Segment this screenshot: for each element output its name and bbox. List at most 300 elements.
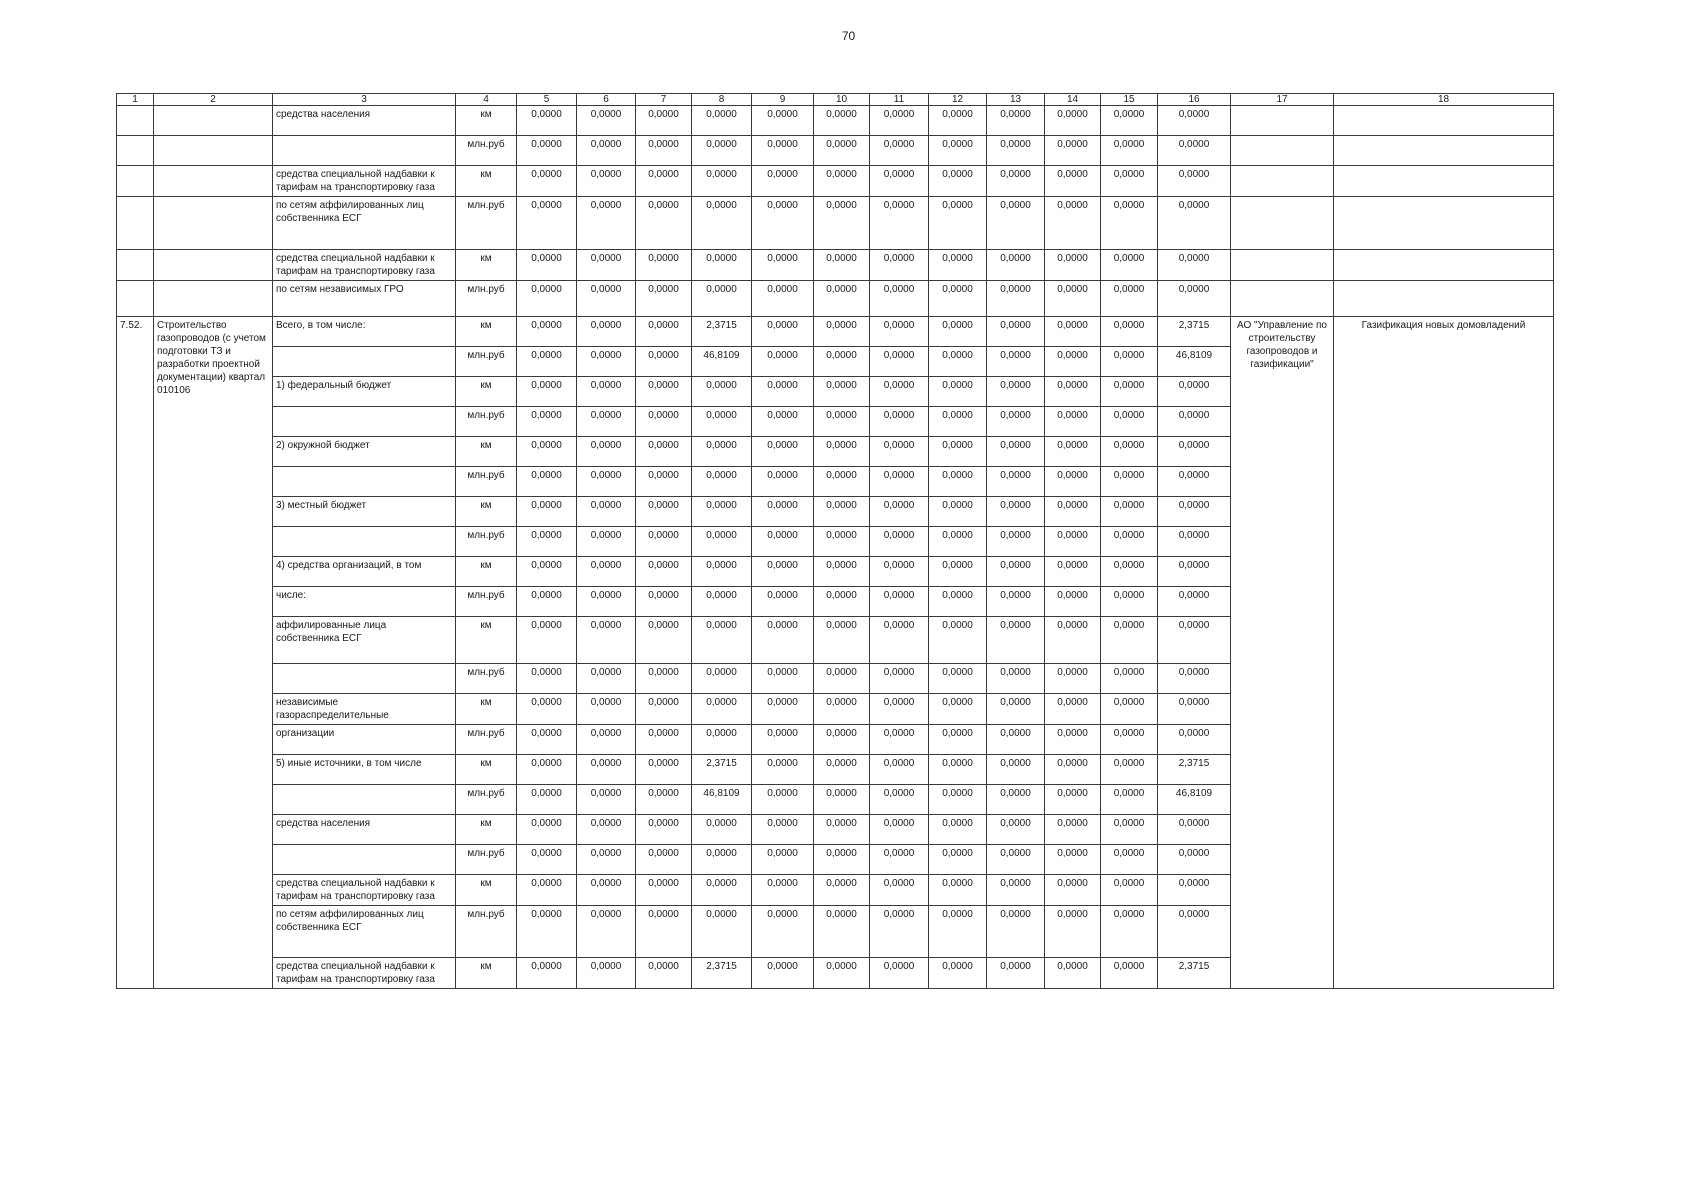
value-cell: 0,0000 (929, 377, 987, 407)
value-cell: 0,0000 (987, 437, 1045, 467)
value-cell: 0,0000 (577, 725, 636, 755)
value-cell: 0,0000 (1101, 197, 1158, 250)
value-cell: 0,0000 (692, 557, 752, 587)
value-cell: 0,0000 (814, 437, 870, 467)
value-cell: 0,0000 (636, 755, 692, 785)
value-cell: 0,0000 (577, 407, 636, 437)
value-cell: 0,0000 (1101, 875, 1158, 906)
value-cell: 0,0000 (814, 906, 870, 958)
value-cell: 0,0000 (1101, 906, 1158, 958)
header-cell-16: 16 (1158, 94, 1231, 106)
value-cell: 0,0000 (987, 875, 1045, 906)
value-cell: 0,0000 (752, 755, 814, 785)
value-cell: 0,0000 (1101, 958, 1158, 989)
value-cell: 0,0000 (692, 281, 752, 317)
empty-cell (117, 250, 154, 281)
value-cell: 0,0000 (1101, 347, 1158, 377)
value-cell: 0,0000 (870, 106, 929, 136)
value-cell: 0,0000 (692, 617, 752, 664)
value-cell: 0,0000 (517, 437, 577, 467)
value-cell: 0,0000 (636, 617, 692, 664)
value-cell: 0,0000 (987, 467, 1045, 497)
value-cell: 0,0000 (517, 377, 577, 407)
row-unit: млн.руб (456, 527, 517, 557)
empty-cell (117, 166, 154, 197)
value-cell: 0,0000 (752, 664, 814, 694)
value-cell: 0,0000 (929, 557, 987, 587)
value-cell: 0,0000 (636, 958, 692, 989)
table-row (117, 317, 1554, 347)
value-cell: 0,0000 (1158, 497, 1231, 527)
row-label: по сетям независимых ГРО (273, 281, 456, 317)
value-cell: 0,0000 (814, 815, 870, 845)
value-cell: 0,0000 (929, 197, 987, 250)
value-cell: 0,0000 (870, 197, 929, 250)
value-cell: 0,0000 (1045, 407, 1101, 437)
value-cell: 0,0000 (517, 664, 577, 694)
value-cell: 0,0000 (870, 664, 929, 694)
row-label: организации (273, 725, 456, 755)
value-cell: 0,0000 (870, 407, 929, 437)
value-cell: 0,0000 (517, 347, 577, 377)
value-cell: 0,0000 (870, 377, 929, 407)
row-label: независимые газораспределительные (273, 694, 456, 725)
value-cell: 0,0000 (987, 557, 1045, 587)
header-cell-4: 4 (456, 94, 517, 106)
page-number: 70 (841, 29, 856, 43)
value-cell: 0,0000 (1045, 347, 1101, 377)
value-cell: 0,0000 (1158, 250, 1231, 281)
empty-cell (1334, 197, 1554, 250)
value-cell: 0,0000 (1045, 377, 1101, 407)
value-cell: 0,0000 (814, 106, 870, 136)
value-cell: 0,0000 (692, 497, 752, 527)
row-unit: км (456, 377, 517, 407)
empty-cell (154, 136, 273, 166)
value-cell: 0,0000 (752, 875, 814, 906)
value-cell: 0,0000 (577, 250, 636, 281)
value-cell: 0,0000 (636, 106, 692, 136)
row-unit: км (456, 497, 517, 527)
value-cell: 0,0000 (577, 527, 636, 557)
value-cell: 0,0000 (1045, 664, 1101, 694)
value-cell: 0,0000 (870, 437, 929, 467)
value-cell: 0,0000 (577, 347, 636, 377)
value-cell: 0,0000 (752, 725, 814, 755)
value-cell: 0,0000 (692, 815, 752, 845)
value-cell: 0,0000 (814, 557, 870, 587)
header-cell-12: 12 (929, 94, 987, 106)
row-unit: км (456, 250, 517, 281)
row-unit: км (456, 958, 517, 989)
value-cell: 0,0000 (1101, 557, 1158, 587)
value-cell: 0,0000 (577, 317, 636, 347)
header-row (117, 94, 1554, 106)
value-cell: 0,0000 (752, 815, 814, 845)
row-label (273, 845, 456, 875)
row-unit: млн.руб (456, 467, 517, 497)
row-label: 2) окружной бюджет (273, 437, 456, 467)
value-cell: 0,0000 (1045, 875, 1101, 906)
row-unit: км (456, 815, 517, 845)
row-label: 5) иные источники, в том числе (273, 755, 456, 785)
value-cell: 0,0000 (929, 725, 987, 755)
value-cell: 0,0000 (636, 725, 692, 755)
value-cell: 0,0000 (636, 467, 692, 497)
item-name: Строительство газопроводов (с учетом подготовки ТЗ и разработки проектной документации) квартал 010106 (154, 317, 273, 989)
row-unit: км (456, 875, 517, 906)
value-cell: 0,0000 (636, 527, 692, 557)
value-cell: 0,0000 (692, 407, 752, 437)
value-cell: 0,0000 (692, 250, 752, 281)
value-cell: 0,0000 (870, 587, 929, 617)
value-cell: 0,0000 (870, 250, 929, 281)
value-cell: 0,0000 (1101, 437, 1158, 467)
value-cell: 0,0000 (1101, 377, 1158, 407)
value-cell: 0,0000 (636, 906, 692, 958)
value-cell: 0,0000 (692, 106, 752, 136)
value-cell: 0,0000 (692, 875, 752, 906)
value-cell: 0,0000 (987, 497, 1045, 527)
value-cell: 0,0000 (814, 197, 870, 250)
value-cell: 0,0000 (987, 906, 1045, 958)
value-cell: 0,0000 (1158, 587, 1231, 617)
value-cell: 0,0000 (577, 467, 636, 497)
value-cell: 0,0000 (1101, 497, 1158, 527)
value-cell: 0,0000 (517, 617, 577, 664)
row-label: 3) местный бюджет (273, 497, 456, 527)
value-cell: 0,0000 (1158, 875, 1231, 906)
row-label: 1) федеральный бюджет (273, 377, 456, 407)
value-cell: 0,0000 (692, 725, 752, 755)
value-cell: 0,0000 (1045, 166, 1101, 197)
value-cell: 0,0000 (1158, 664, 1231, 694)
empty-cell (154, 250, 273, 281)
value-cell: 0,0000 (1045, 106, 1101, 136)
value-cell: 0,0000 (870, 281, 929, 317)
value-cell: 0,0000 (1158, 281, 1231, 317)
header-cell-5: 5 (517, 94, 577, 106)
value-cell: 0,0000 (929, 166, 987, 197)
value-cell: 0,0000 (577, 587, 636, 617)
value-cell: 0,0000 (577, 958, 636, 989)
row-label (273, 407, 456, 437)
empty-cell (117, 136, 154, 166)
table-row (117, 197, 1554, 250)
value-cell: 2,3715 (1158, 317, 1231, 347)
value-cell: 0,0000 (752, 906, 814, 958)
table-row (117, 250, 1554, 281)
value-cell: 0,0000 (517, 467, 577, 497)
value-cell: 0,0000 (1158, 197, 1231, 250)
value-cell: 0,0000 (987, 845, 1045, 875)
value-cell: 2,3715 (692, 317, 752, 347)
item-purpose: Газификация новых домовладений (1334, 317, 1554, 989)
empty-cell (1334, 281, 1554, 317)
empty-cell (1334, 106, 1554, 136)
value-cell: 0,0000 (1045, 755, 1101, 785)
header-cell-8: 8 (692, 94, 752, 106)
value-cell: 0,0000 (1045, 557, 1101, 587)
row-unit: млн.руб (456, 407, 517, 437)
row-label: аффилированные лица собственника ЕСГ (273, 617, 456, 664)
value-cell: 0,0000 (987, 106, 1045, 136)
row-unit: млн.руб (456, 785, 517, 815)
row-label (273, 347, 456, 377)
header-cell-17: 17 (1231, 94, 1334, 106)
value-cell: 0,0000 (814, 317, 870, 347)
row-unit: км (456, 617, 517, 664)
value-cell: 0,0000 (929, 755, 987, 785)
value-cell: 0,0000 (814, 497, 870, 527)
value-cell: 0,0000 (517, 557, 577, 587)
row-unit: млн.руб (456, 347, 517, 377)
value-cell: 0,0000 (752, 694, 814, 725)
value-cell: 0,0000 (987, 250, 1045, 281)
value-cell: 0,0000 (987, 587, 1045, 617)
value-cell: 0,0000 (517, 906, 577, 958)
value-cell: 0,0000 (577, 664, 636, 694)
value-cell: 0,0000 (517, 725, 577, 755)
empty-cell (1334, 136, 1554, 166)
value-cell: 0,0000 (577, 845, 636, 875)
value-cell: 0,0000 (1045, 906, 1101, 958)
value-cell: 0,0000 (636, 347, 692, 377)
value-cell: 0,0000 (517, 958, 577, 989)
header-cell-10: 10 (814, 94, 870, 106)
row-unit: млн.руб (456, 664, 517, 694)
value-cell: 0,0000 (1158, 166, 1231, 197)
value-cell: 0,0000 (1045, 617, 1101, 664)
value-cell: 0,0000 (517, 815, 577, 845)
value-cell: 0,0000 (870, 347, 929, 377)
value-cell: 0,0000 (1045, 527, 1101, 557)
value-cell: 0,0000 (752, 317, 814, 347)
value-cell: 0,0000 (929, 347, 987, 377)
value-cell: 0,0000 (577, 694, 636, 725)
value-cell: 0,0000 (1158, 407, 1231, 437)
value-cell: 0,0000 (1101, 845, 1158, 875)
value-cell: 0,0000 (929, 317, 987, 347)
value-cell: 0,0000 (636, 875, 692, 906)
value-cell: 0,0000 (636, 317, 692, 347)
value-cell: 0,0000 (636, 437, 692, 467)
value-cell: 0,0000 (636, 197, 692, 250)
header-cell-2: 2 (154, 94, 273, 106)
row-label: средства специальной надбавки к тарифам на транспортировку газа (273, 250, 456, 281)
value-cell: 0,0000 (929, 437, 987, 467)
value-cell: 0,0000 (870, 906, 929, 958)
empty-cell (1231, 136, 1334, 166)
value-cell: 0,0000 (814, 136, 870, 166)
value-cell: 0,0000 (870, 815, 929, 845)
value-cell: 0,0000 (987, 407, 1045, 437)
value-cell: 0,0000 (636, 587, 692, 617)
value-cell: 0,0000 (517, 755, 577, 785)
value-cell: 0,0000 (987, 785, 1045, 815)
value-cell: 0,0000 (814, 617, 870, 664)
empty-cell (1334, 166, 1554, 197)
value-cell: 0,0000 (752, 497, 814, 527)
header-cell-14: 14 (1045, 94, 1101, 106)
value-cell: 0,0000 (517, 694, 577, 725)
empty-cell (117, 197, 154, 250)
value-cell: 0,0000 (929, 875, 987, 906)
value-cell: 0,0000 (987, 527, 1045, 557)
value-cell: 0,0000 (870, 467, 929, 497)
row-label (273, 136, 456, 166)
value-cell: 0,0000 (1101, 317, 1158, 347)
value-cell: 0,0000 (517, 587, 577, 617)
row-label: числе: (273, 587, 456, 617)
value-cell: 0,0000 (636, 694, 692, 725)
value-cell: 2,3715 (692, 958, 752, 989)
value-cell: 0,0000 (517, 317, 577, 347)
empty-cell (1231, 281, 1334, 317)
value-cell: 0,0000 (1158, 725, 1231, 755)
value-cell: 0,0000 (814, 587, 870, 617)
row-unit: млн.руб (456, 906, 517, 958)
value-cell: 0,0000 (987, 958, 1045, 989)
value-cell: 0,0000 (929, 617, 987, 664)
value-cell: 0,0000 (929, 527, 987, 557)
empty-cell (1231, 106, 1334, 136)
table-body (117, 106, 1554, 989)
value-cell: 0,0000 (1158, 377, 1231, 407)
value-cell: 0,0000 (752, 407, 814, 437)
value-cell: 0,0000 (752, 377, 814, 407)
value-cell: 0,0000 (517, 875, 577, 906)
value-cell: 0,0000 (814, 250, 870, 281)
value-cell: 0,0000 (636, 845, 692, 875)
investment-table (116, 93, 1554, 989)
value-cell: 0,0000 (814, 166, 870, 197)
value-cell: 0,0000 (692, 437, 752, 467)
value-cell: 0,0000 (1158, 106, 1231, 136)
value-cell: 0,0000 (1158, 815, 1231, 845)
header-cell-15: 15 (1101, 94, 1158, 106)
value-cell: 0,0000 (1101, 166, 1158, 197)
value-cell: 0,0000 (752, 347, 814, 377)
value-cell: 0,0000 (1101, 467, 1158, 497)
value-cell: 0,0000 (814, 347, 870, 377)
value-cell: 0,0000 (1101, 725, 1158, 755)
value-cell: 0,0000 (752, 587, 814, 617)
row-unit: млн.руб (456, 197, 517, 250)
value-cell: 0,0000 (1101, 106, 1158, 136)
value-cell: 0,0000 (1158, 906, 1231, 958)
value-cell: 0,0000 (870, 725, 929, 755)
value-cell: 0,0000 (692, 136, 752, 166)
row-unit: км (456, 166, 517, 197)
value-cell: 0,0000 (987, 197, 1045, 250)
value-cell: 2,3715 (1158, 958, 1231, 989)
value-cell: 0,0000 (1045, 587, 1101, 617)
value-cell: 0,0000 (929, 136, 987, 166)
value-cell: 0,0000 (987, 617, 1045, 664)
value-cell: 0,0000 (692, 906, 752, 958)
value-cell: 0,0000 (1101, 694, 1158, 725)
value-cell: 0,0000 (1158, 437, 1231, 467)
value-cell: 0,0000 (929, 958, 987, 989)
empty-cell (154, 166, 273, 197)
value-cell: 0,0000 (517, 407, 577, 437)
value-cell: 0,0000 (987, 317, 1045, 347)
empty-cell (1231, 250, 1334, 281)
value-cell: 0,0000 (1101, 407, 1158, 437)
value-cell: 0,0000 (577, 755, 636, 785)
value-cell: 0,0000 (987, 815, 1045, 845)
value-cell: 0,0000 (577, 106, 636, 136)
value-cell: 0,0000 (1045, 497, 1101, 527)
value-cell: 0,0000 (577, 497, 636, 527)
value-cell: 0,0000 (870, 694, 929, 725)
value-cell: 0,0000 (517, 497, 577, 527)
value-cell: 0,0000 (929, 250, 987, 281)
value-cell: 0,0000 (987, 755, 1045, 785)
row-label (273, 664, 456, 694)
value-cell: 0,0000 (929, 664, 987, 694)
table-row (117, 106, 1554, 136)
value-cell: 0,0000 (814, 407, 870, 437)
value-cell: 0,0000 (752, 250, 814, 281)
value-cell: 0,0000 (870, 845, 929, 875)
value-cell: 0,0000 (1158, 136, 1231, 166)
value-cell: 0,0000 (870, 497, 929, 527)
value-cell: 0,0000 (1158, 694, 1231, 725)
value-cell: 0,0000 (929, 106, 987, 136)
value-cell: 0,0000 (1158, 617, 1231, 664)
item-organization: АО "Управление по строительству газопроводов и газификации" (1231, 317, 1334, 989)
value-cell: 46,8109 (1158, 785, 1231, 815)
value-cell: 0,0000 (752, 467, 814, 497)
value-cell: 0,0000 (636, 407, 692, 437)
value-cell: 0,0000 (987, 377, 1045, 407)
row-unit: км (456, 106, 517, 136)
value-cell: 0,0000 (517, 250, 577, 281)
header-cell-3: 3 (273, 94, 456, 106)
value-cell: 0,0000 (517, 136, 577, 166)
value-cell: 0,0000 (1101, 785, 1158, 815)
row-label: 4) средства организаций, в том (273, 557, 456, 587)
value-cell: 0,0000 (636, 557, 692, 587)
value-cell: 0,0000 (870, 617, 929, 664)
value-cell: 0,0000 (577, 281, 636, 317)
value-cell: 0,0000 (636, 250, 692, 281)
value-cell: 0,0000 (987, 136, 1045, 166)
value-cell: 0,0000 (577, 166, 636, 197)
value-cell: 0,0000 (692, 527, 752, 557)
value-cell: 2,3715 (692, 755, 752, 785)
value-cell: 46,8109 (692, 347, 752, 377)
value-cell: 0,0000 (752, 527, 814, 557)
value-cell: 0,0000 (577, 815, 636, 845)
value-cell: 0,0000 (692, 197, 752, 250)
row-label: средства специальной надбавки к тарифам на транспортировку газа (273, 166, 456, 197)
value-cell: 0,0000 (1101, 755, 1158, 785)
value-cell: 0,0000 (1045, 467, 1101, 497)
value-cell: 0,0000 (636, 815, 692, 845)
value-cell: 0,0000 (517, 166, 577, 197)
value-cell: 0,0000 (1158, 467, 1231, 497)
row-unit: млн.руб (456, 136, 517, 166)
value-cell: 0,0000 (1045, 317, 1101, 347)
empty-cell (117, 281, 154, 317)
value-cell: 0,0000 (1101, 587, 1158, 617)
value-cell: 0,0000 (636, 281, 692, 317)
value-cell: 0,0000 (987, 694, 1045, 725)
empty-cell (1231, 166, 1334, 197)
